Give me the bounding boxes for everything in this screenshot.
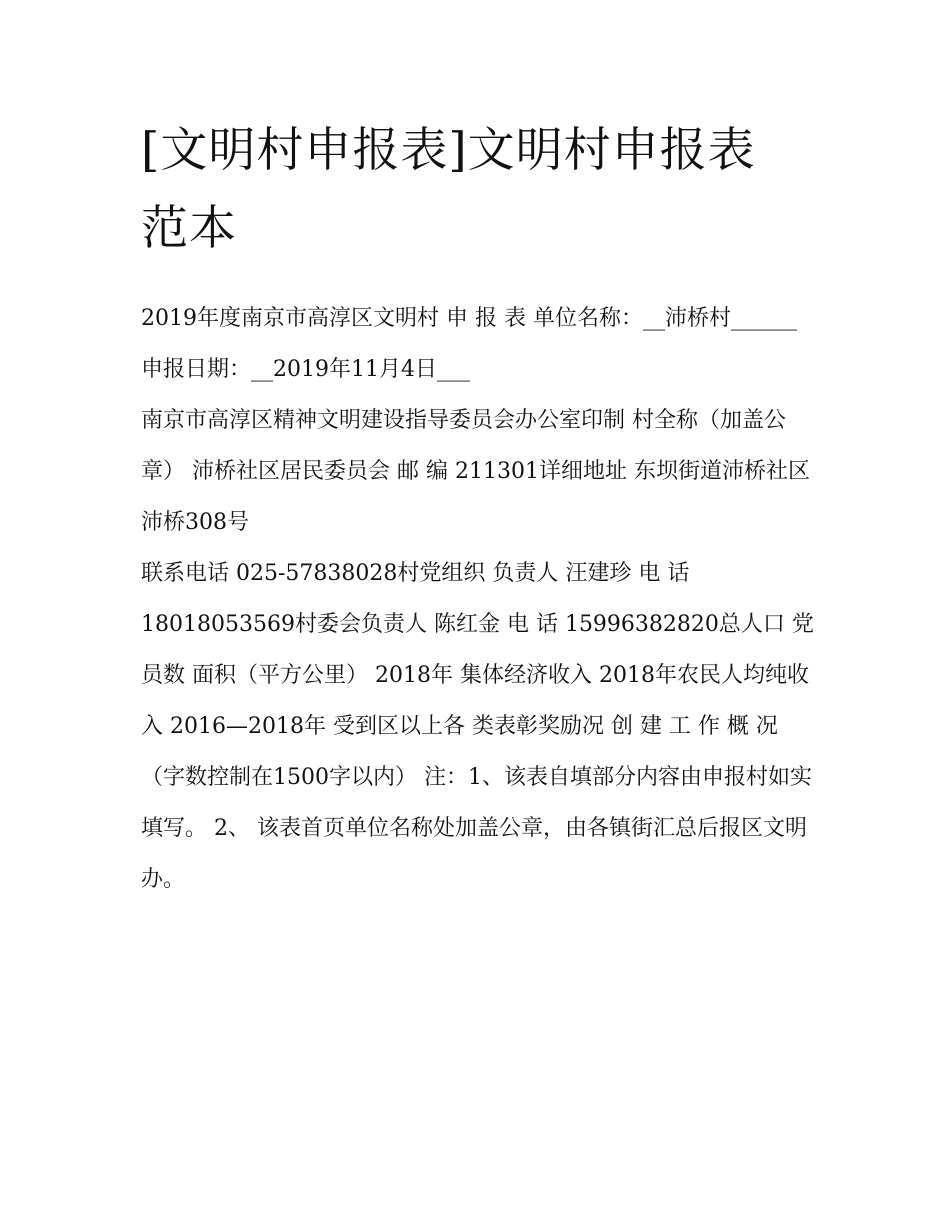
paragraph-contacts-and-statistics: 联系电话 025-57838028村党组织 负责人 汪建珍 电 话 18018053569村委会负责人 陈红金 电 话 15996382820总人口 党员数 面积（平方公里） 2018年 集体经济收入 2018年农民人均纯收入 2016—2018年 受到区以上各 类表彰奖励况 创 建 工 作 概 况	[141, 561, 814, 739]
paragraph-application-header: 2019年度南京市高淳区文明村 申 报 表 单位名称：__沛桥村______ 申报日期：__2019年11月4日___	[141, 306, 797, 382]
paragraph-notes: （字数控制在1500字以内） 注：1、该表自填部分内容由申报村如实填写。 2、 该表首页单位名称处加盖公章，由各镇街汇总后报区文明办。	[141, 765, 812, 892]
document-title: [文明村申报表]文明村申报表范本	[141, 123, 756, 256]
paragraph-village-info: 南京市高淳区精神文明建设指导委员会办公室印制 村全称（加盖公章） 沛桥社区居民委员会 邮 编 211301详细地址 东坝街道沛桥社区沛桥308号	[141, 408, 810, 535]
document-body	[141, 293, 821, 905]
document-page	[141, 112, 821, 905]
